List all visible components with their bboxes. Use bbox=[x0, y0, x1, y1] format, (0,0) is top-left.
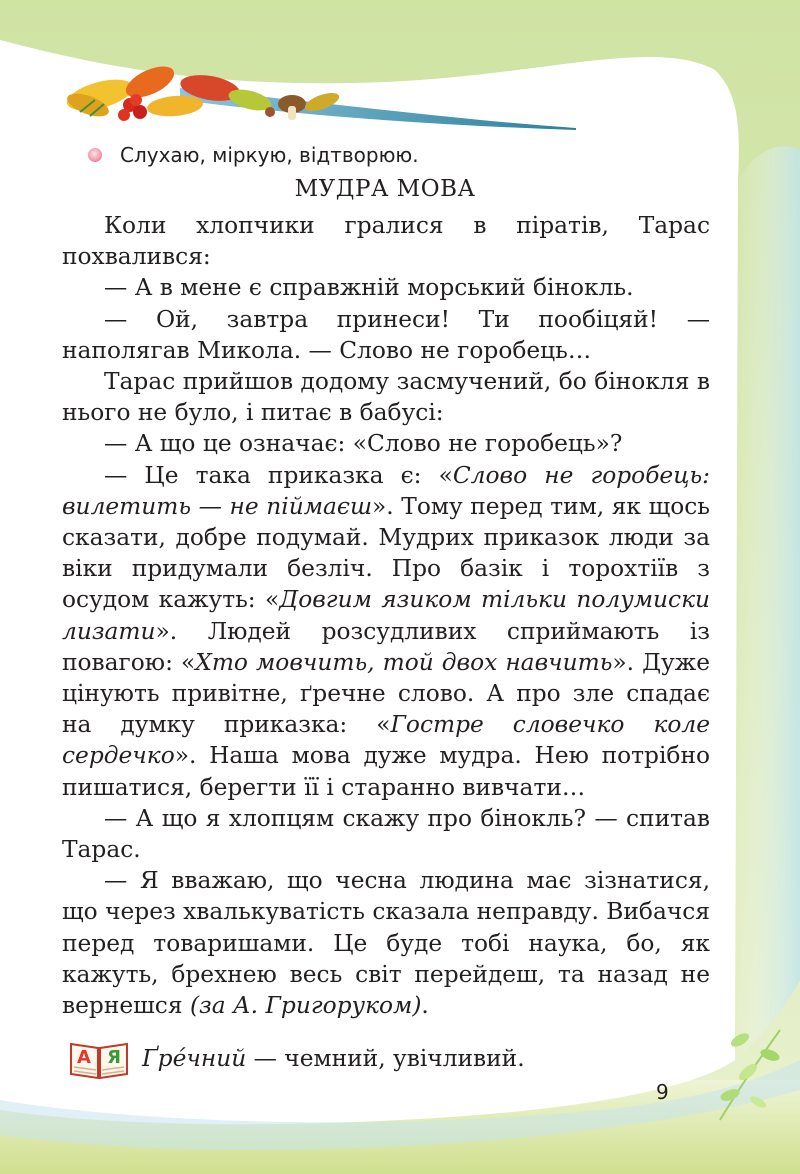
autumn-leaves-ornament bbox=[60, 60, 580, 140]
vocabulary-note bbox=[68, 1036, 525, 1080]
instruction-text: Слухаю, міркую, відтворюю. bbox=[120, 143, 419, 167]
dictionary-letter-a: А bbox=[77, 1047, 91, 1068]
paragraph: — А що я хлопцям скажу про бінокль? — спитав Тарас. bbox=[62, 804, 710, 864]
proverb: Гостре словечко коле сердечко bbox=[62, 711, 710, 770]
paragraph: — А що це означає: «Слово не горобець»? bbox=[104, 430, 623, 458]
paragraph: — Це така приказка є: «Слово не горобець: вилетить — не піймаєш». Тому перед тим, як щось сказати, добре подумай. Мудрих приказок люди за віки придумали безліч. Про базік і торохтіїв з осудом кажуть: «Довгим язиком тільки полумиски лизати». Людей розсудливих сприймають із повагою: «Хто мовчить, той двох навчить». Дуже цінують привітне, ґречне слово. А про зле спадає на думку приказка: «Гостре словечко коле сердечко». Наша мова дуже мудра. Нею потрібно пишатися, берегти її і старанно вивчати… bbox=[62, 461, 710, 801]
paragraph: — А в мене є справжній морський бінокль. bbox=[104, 274, 634, 302]
proverb: Довгим язиком тільки полумиски лизати bbox=[62, 586, 710, 645]
story-title: МУДРА МОВА bbox=[294, 176, 476, 202]
bullet-icon bbox=[88, 148, 102, 162]
page-number: 9 bbox=[656, 1080, 669, 1104]
paragraph: — Ой, завтра принеси! Ти пообіцяй! — наполягав Микола. — Слово не горобець… bbox=[62, 305, 710, 364]
dictionary-book-icon bbox=[68, 1036, 130, 1080]
proverb: Слово не горобець: вилетить — не піймаєш bbox=[62, 461, 710, 520]
vocab-definition: — чемний, увічливий. bbox=[246, 1044, 525, 1072]
vocab-word: Ґре́чний bbox=[142, 1044, 247, 1072]
paragraph: Тарас прийшов додому засмучений, бо бінокля в нього не було, і питає в бабусі: bbox=[62, 368, 710, 427]
story-text bbox=[62, 210, 710, 1021]
paragraph: Коли хлопчики гралися в піратів, Тарас похвалився: bbox=[62, 212, 710, 271]
paragraph: — Я вважаю, що чесна людина має зізнатися, що через хвалькуватість сказала неправду. Вибачся перед товаришами. Це буде тобі наука, бо, як кажуть, брехнею весь світ перейдеш, та назад не вернешся (за А. Григоруком). bbox=[62, 867, 710, 1020]
proverb: Хто мовчить, той двох навчить bbox=[195, 648, 613, 676]
leaf-branch-ornament bbox=[700, 1020, 790, 1130]
dictionary-letter-ya: Я bbox=[107, 1047, 121, 1068]
task-instruction bbox=[88, 142, 419, 168]
source-attribution: (за А. Григоруком) bbox=[189, 992, 422, 1020]
